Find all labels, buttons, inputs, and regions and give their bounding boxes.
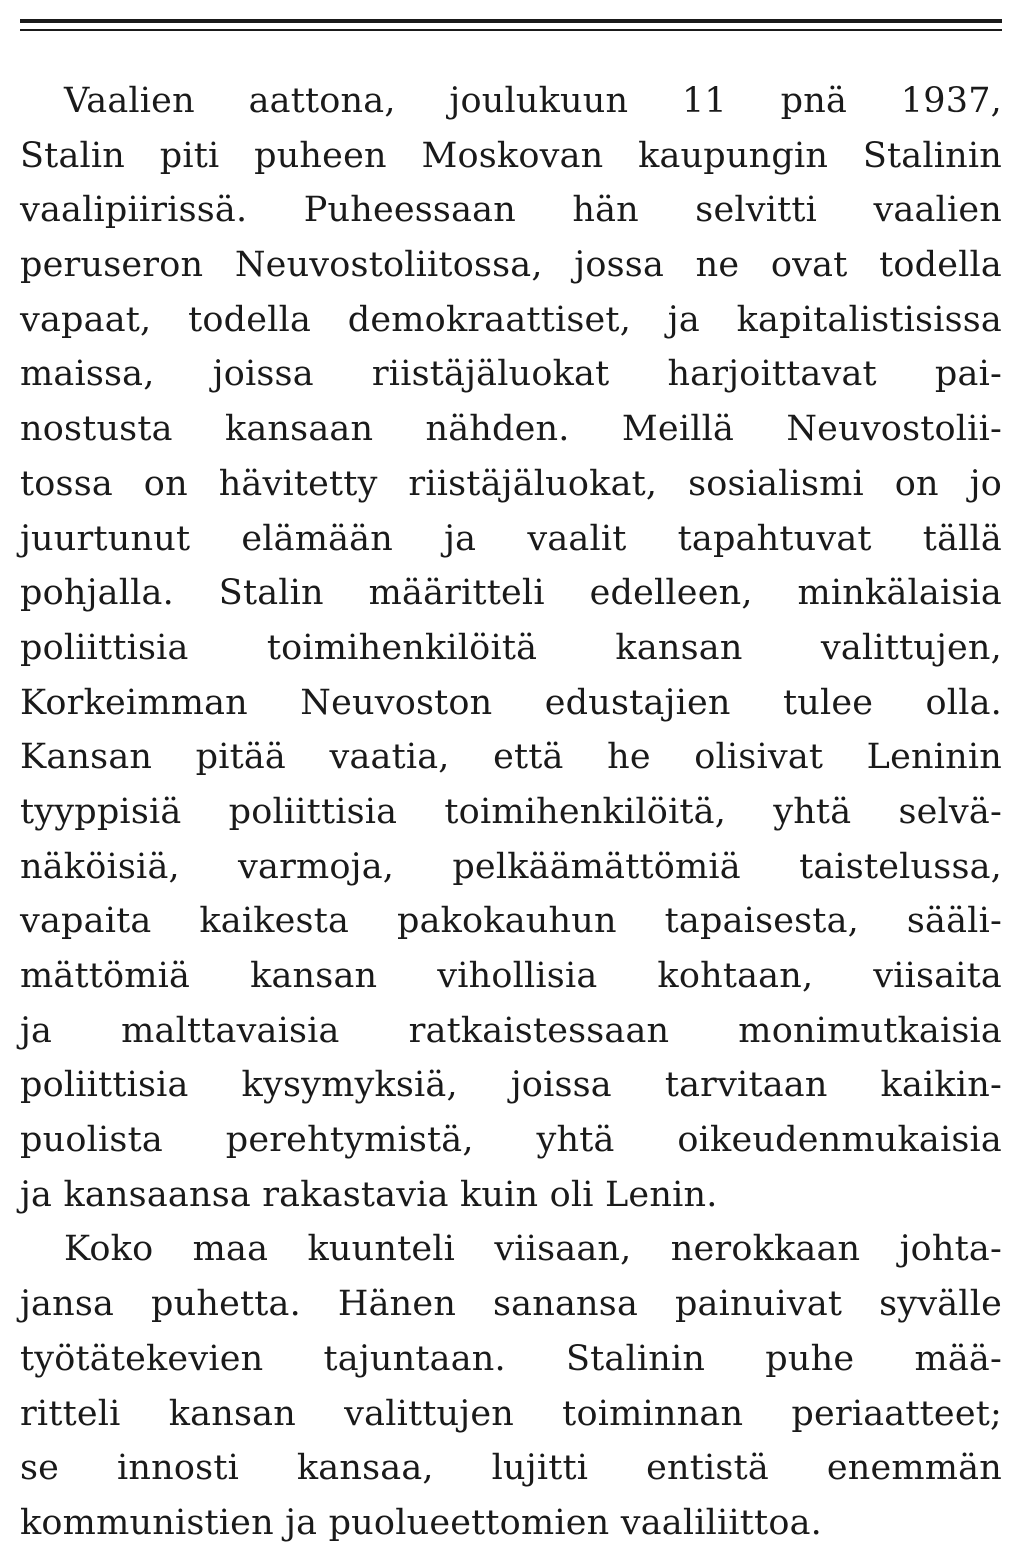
text-line: vapaita kaikesta pakokauhun tapaisesta, sääli- (20, 901, 1002, 942)
text-line: nostusta kansaan nähden. Meillä Neuvostolii- (20, 409, 1002, 450)
text-line: poliittisia toimihenkilöitä kansan valittujen, (20, 627, 1002, 668)
text-line: ja kansaansa rakastavia kuin oli Lenin. (20, 1174, 718, 1215)
text-line: mättömiä kansan vihollisia kohtaan, viisaita (20, 956, 1002, 996)
text-line: tyyppisiä poliittisia toimihenkilöitä, yhtä selvä- (20, 791, 1002, 832)
text-line: Korkeimman Neuvoston edustajien tulee olla. (20, 682, 1002, 723)
text-line: juurtunut elämään ja vaalit tapahtuvat tällä (20, 518, 1002, 559)
text-line: ja malttavaisia ratkaistessaan monimutkaisia (20, 1010, 1002, 1051)
text-line: ritteli kansan valittujen toiminnan periaatteet; (20, 1393, 1002, 1434)
text-line: maissa, joissa riistäjäluokat harjoittavat pai- (20, 354, 1002, 395)
text-line: kommunistien ja puolueettomien vaaliliittoa. (20, 1502, 822, 1543)
text-line: tossa on hävitetty riistäjäluokat, sosialismi on jo (20, 463, 1002, 504)
text-line: Koko maa kuunteli viisaan, nerokkaan johta- (64, 1229, 1002, 1270)
text-line: se innosti kansaa, lujitti entistä enemmän (20, 1448, 1002, 1489)
text-line: Vaalien aattona, joulukuun 11 pnä 1937, (64, 81, 1002, 121)
text-line: vaalipiirissä. Puheessaan hän selvitti vaalien (20, 190, 1002, 231)
text-line: näköisiä, varmoja, pelkäämättömiä taistelussa, (20, 846, 1002, 887)
text-line: jansa puhetta. Hänen sanansa painuivat syvälle (20, 1284, 1002, 1325)
paragraph-2 (20, 1222, 1002, 1550)
text-line: peruseron Neuvostoliitossa, jossa ne ovat todella (20, 245, 1002, 286)
paragraph-1 (20, 74, 1002, 1222)
text-line: Kansan pitää vaatia, että he olisivat Leninin (20, 737, 1002, 778)
text-line: pohjalla. Stalin määritteli edelleen, minkälaisia (20, 573, 1002, 614)
text-line: vapaat, todella demokraattiset, ja kapitalistisissa (20, 299, 1002, 340)
top-rule-thick (20, 19, 1002, 23)
text-line: työtätekevien tajuntaan. Stalinin puhe mää- (20, 1338, 1002, 1379)
text-line: Stalin piti puheen Moskovan kaupungin Stalinin (20, 135, 1002, 176)
top-rule-thin (20, 29, 1002, 31)
text-line: puolista perehtymistä, yhtä oikeudenmukaisia (20, 1120, 1002, 1161)
article-body (20, 74, 1002, 1551)
text-line: poliittisia kysymyksiä, joissa tarvitaan kaikin- (20, 1065, 1002, 1106)
